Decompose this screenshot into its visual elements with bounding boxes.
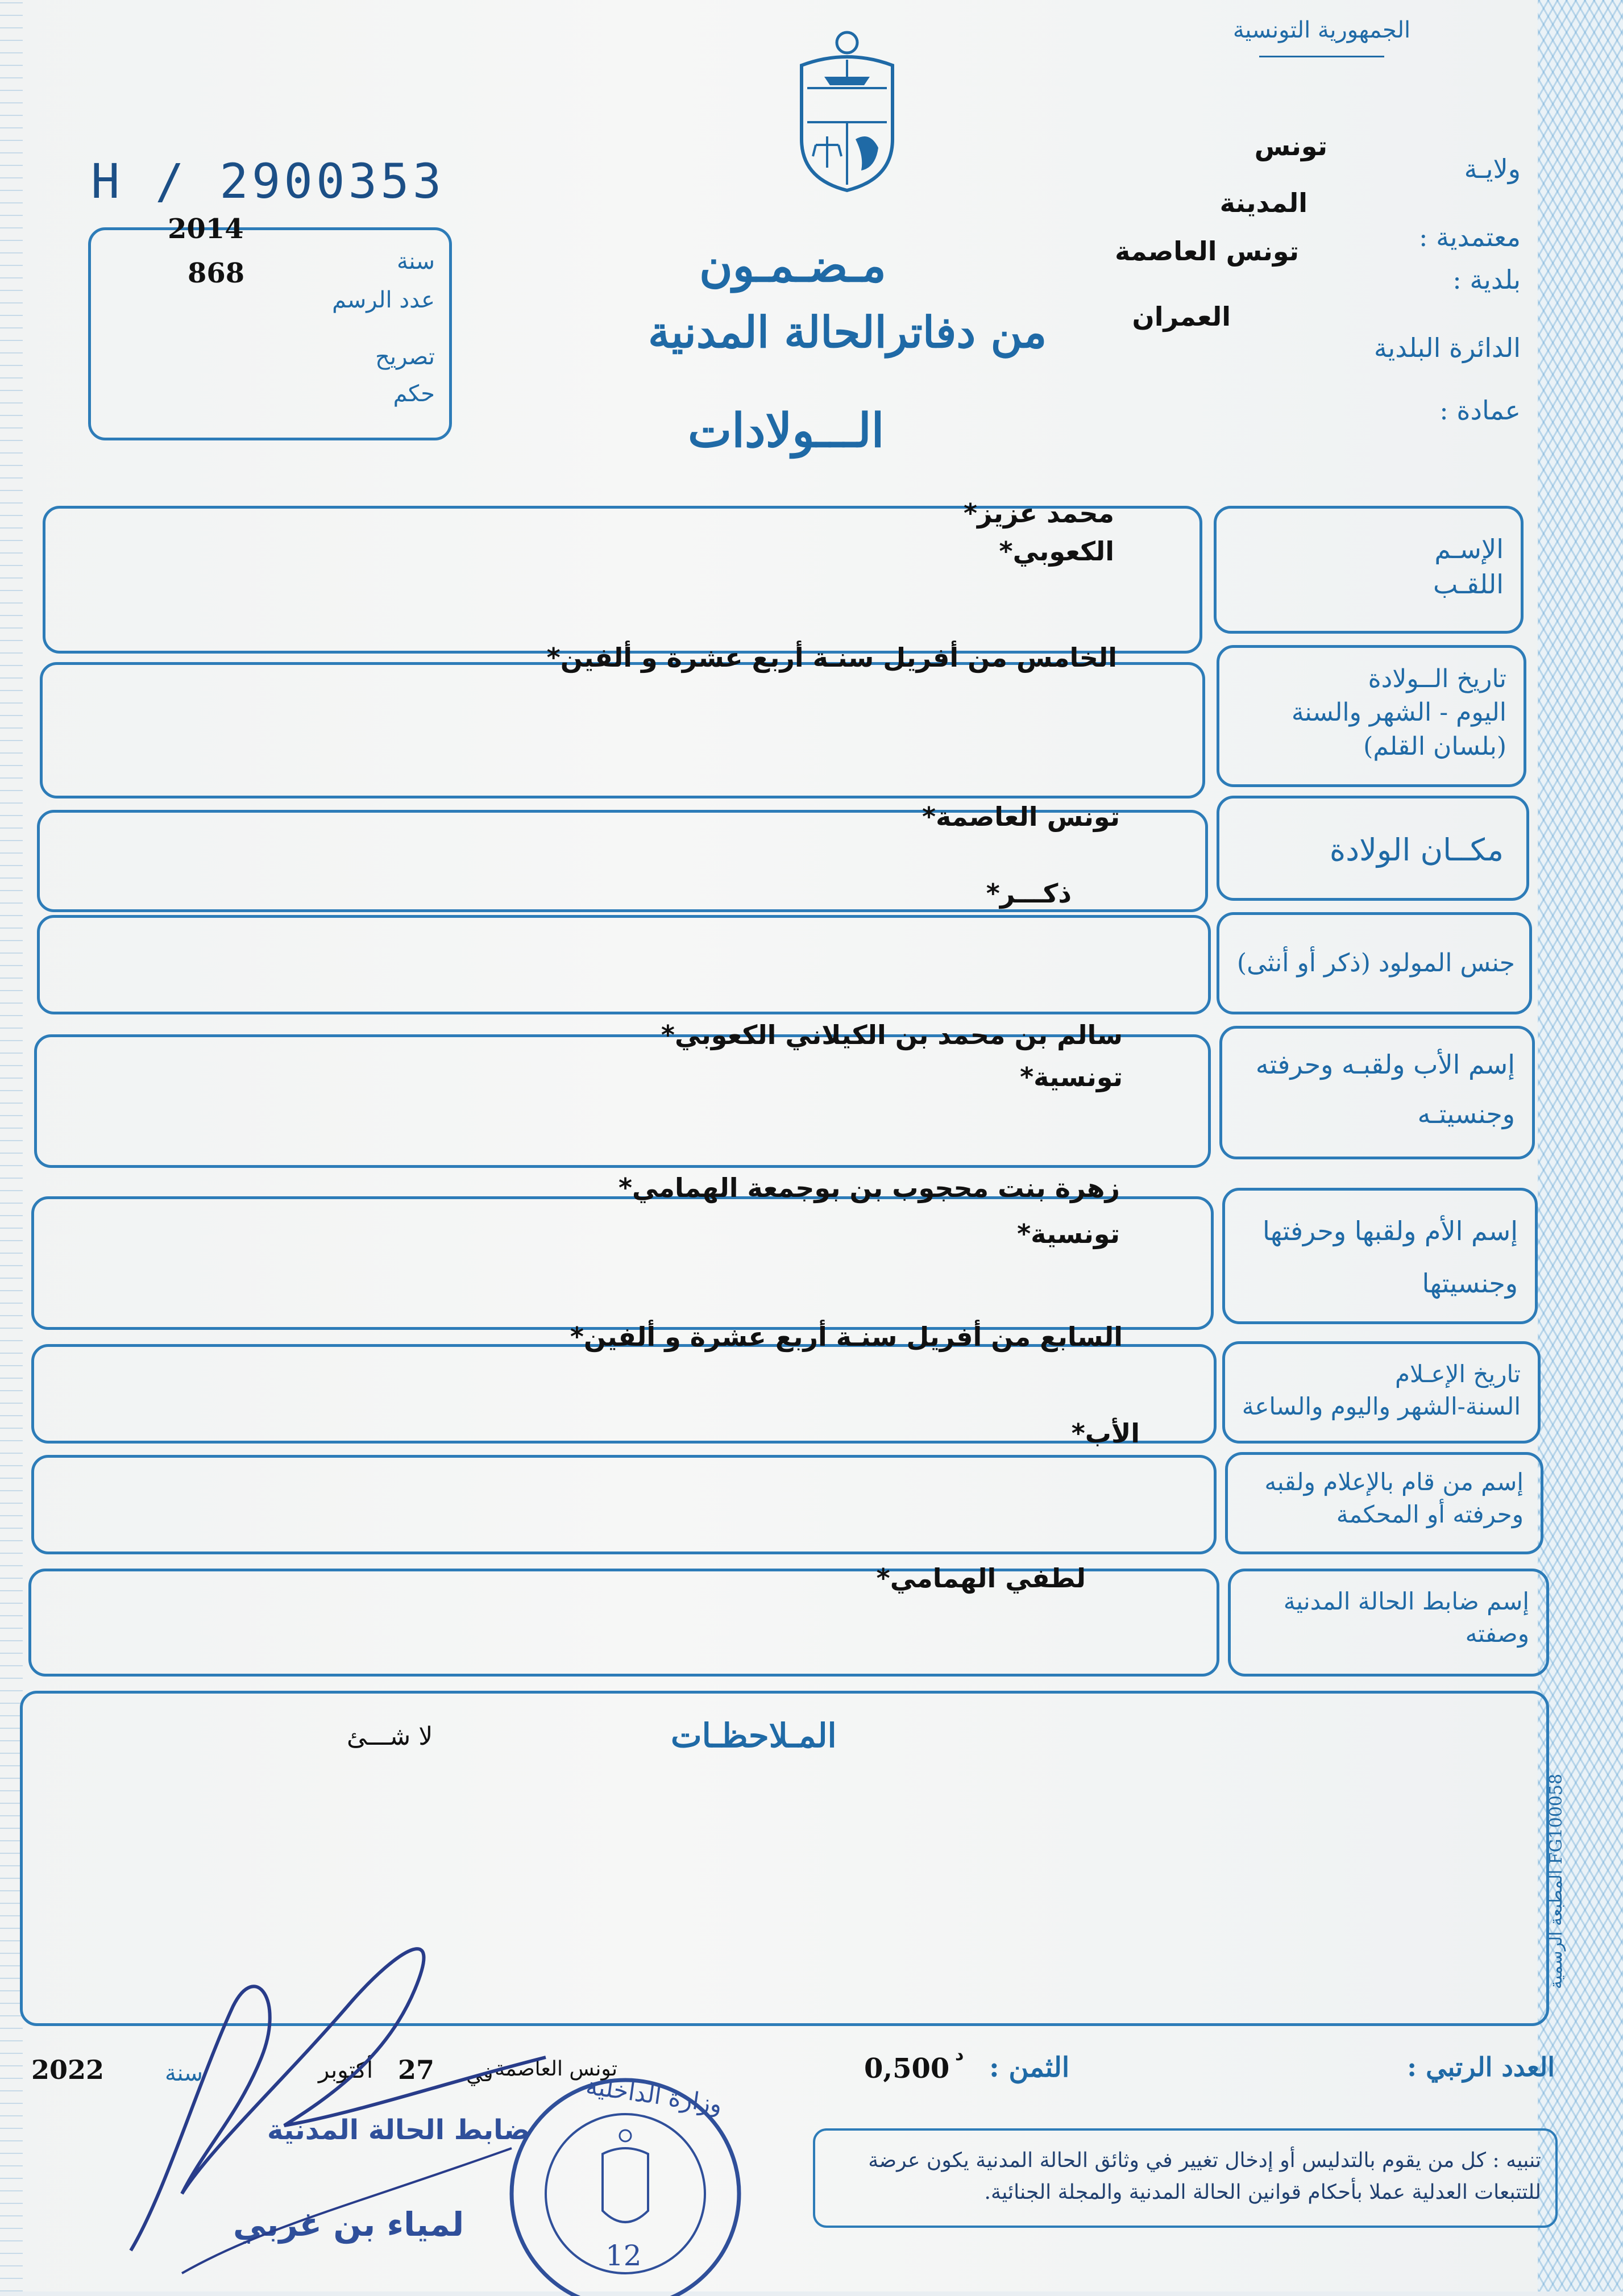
field-value-box-declaration-date — [31, 1321, 1217, 1444]
field-label-mother: إسم الأم ولقبها وحرفتها وجنسيتها — [1262, 1216, 1518, 1299]
registry-judgment-label: حكم — [393, 381, 435, 407]
registry-year-value: 2014 — [168, 213, 244, 245]
footer-price-value: 0,500 — [864, 2053, 950, 2085]
field-value-birth-place: تونس العاصمة* — [922, 801, 1120, 832]
remarks-label: المـلاحظـات — [671, 1716, 837, 1755]
field-label-officer: إسم ضابط الحالة المدنية وصفته — [1283, 1587, 1529, 1648]
field-value-name: محمد عزيز* الكعوبي* — [963, 498, 1114, 567]
field-label-birth-date: تاريخ الــولادة اليوم - الشهر والسنة (بلسان القلم) — [1291, 664, 1506, 761]
field-label-box-father — [1219, 1026, 1535, 1159]
wilaya-value: تونس — [1254, 131, 1327, 161]
footer-month: أكتوبر — [318, 2057, 373, 2083]
field-label-box-birth-date — [1217, 645, 1526, 787]
field-label-declarant: إسم من قام بالإعلام ولقبه وحرفته أو المحكمة — [1264, 1468, 1524, 1528]
footer-year-label: سنة — [165, 2060, 204, 2086]
registry-number-label: عدد الرسم — [332, 287, 435, 313]
field-value-birth-date: الخامس من أفريل سنـة أربع عشرة و ألفين* — [546, 642, 1117, 673]
field-value-box-birth-date — [40, 642, 1205, 798]
field-label-box-declarant — [1225, 1452, 1543, 1554]
registry-number-value: 868 — [188, 257, 245, 289]
notice-text: تنبيه : كل من يقوم بالتدليس أو إدخال تغيير في وثائق الحالة المدنية يكون عرضة للتتبعات العدلية عملا بأحكام قوانين الحالة المدنية والمجلة الجنائية. — [868, 2149, 1541, 2204]
registry-declaration-label: تصريح — [375, 344, 435, 370]
stamp-text: وزارة الداخلية — [584, 2072, 724, 2119]
notice-box — [813, 2128, 1558, 2228]
footer-day: 27 — [398, 2054, 435, 2085]
field-value-box-name — [43, 498, 1202, 654]
field-label-declaration-date: تاريخ الإعـلام السنة-الشهر واليوم والساعة — [1242, 1360, 1521, 1420]
field-value-box-father — [34, 1020, 1211, 1168]
field-label-gender: جنس المولود (ذكر أو أنثى) — [1236, 949, 1515, 978]
field-value-box-gender — [37, 878, 1211, 1014]
officer-title: ضابط الحالة المدنية — [267, 2114, 530, 2146]
footer-serial-label: العدد الرتبي : — [1407, 2052, 1555, 2082]
officer-name: لمياء بن غربي — [233, 2205, 464, 2244]
registry-box — [88, 213, 452, 440]
left-edge-pattern — [0, 0, 23, 2291]
title-line-2: من دفاترالحالة المدنية — [648, 307, 1047, 357]
republic-heading: الجمهورية التونسية — [1232, 17, 1411, 43]
republic-rule — [1259, 56, 1384, 57]
registry-year-label: سنة — [396, 248, 435, 274]
field-label-box-name — [1214, 506, 1524, 634]
document-serial-number: H / 2900353 — [91, 153, 445, 209]
field-label-box-mother — [1222, 1188, 1538, 1324]
footer-price-unit: د — [955, 2045, 964, 2065]
stamp-number: 12 — [605, 2239, 642, 2272]
printer-mark: المطبعة الرسمية FG100058 — [1546, 1773, 1566, 1989]
field-value-declaration-date: السابع من أفريل سنـة أربع عشرة و ألفين* — [570, 1321, 1123, 1352]
footer-year: 2022 — [31, 2054, 105, 2085]
wilaya-label: ولايـة — [1464, 153, 1521, 184]
field-value-father: سالم بن محمد بن الكيلاني الكعوبي* تونسية* — [661, 1020, 1123, 1092]
field-label-box-declaration-date — [1222, 1341, 1541, 1444]
mootamadia-label: معتمدية : — [1418, 222, 1521, 252]
remarks-value: لا شـــئ — [347, 1722, 433, 1751]
field-value-gender: ذكـــر* — [986, 878, 1072, 909]
field-label-box-officer — [1228, 1569, 1549, 1677]
field-label-box-gender — [1217, 912, 1532, 1014]
field-value-mother: زهرة بنت محجوب بن بوجمعة الهمامي* تونسية* — [618, 1172, 1120, 1249]
daira-value: العمران — [1132, 301, 1231, 332]
field-label-birth-place: مكــان الولادة — [1329, 832, 1504, 868]
field-value-officer: لطفي الهمامي* — [876, 1563, 1086, 1594]
coat-of-arms-emblem — [784, 26, 910, 196]
baladia-value: تونس العاصمة — [1115, 236, 1299, 267]
field-label-box-birth-place — [1217, 796, 1529, 901]
field-value-declarant: الأب* — [1071, 1418, 1140, 1449]
official-round-stamp — [500, 2069, 750, 2296]
mootamadia-value: المدينة — [1219, 188, 1307, 218]
footer-place-prefix: في — [466, 2063, 493, 2086]
baladia-label: بلدية : — [1452, 264, 1521, 295]
field-value-box-declarant — [31, 1418, 1217, 1554]
field-label-father: إسم الأب ولقبـه وحرفته وجنسيتـه — [1255, 1049, 1515, 1130]
daira-label: الدائرة البلدية — [1373, 332, 1521, 363]
title-line-1: مـضـمـون — [699, 239, 886, 292]
field-value-box-officer — [28, 1563, 1219, 1677]
omada-label: عمادة : — [1439, 395, 1521, 426]
field-label-name: الإسـم اللقـب — [1433, 534, 1504, 600]
footer-price-label: الثمن : — [989, 2052, 1070, 2083]
section-title-births: الـــولادات — [688, 404, 885, 458]
footer-place: تونس العاصمة — [495, 2057, 617, 2081]
field-value-box-mother — [31, 1172, 1214, 1330]
